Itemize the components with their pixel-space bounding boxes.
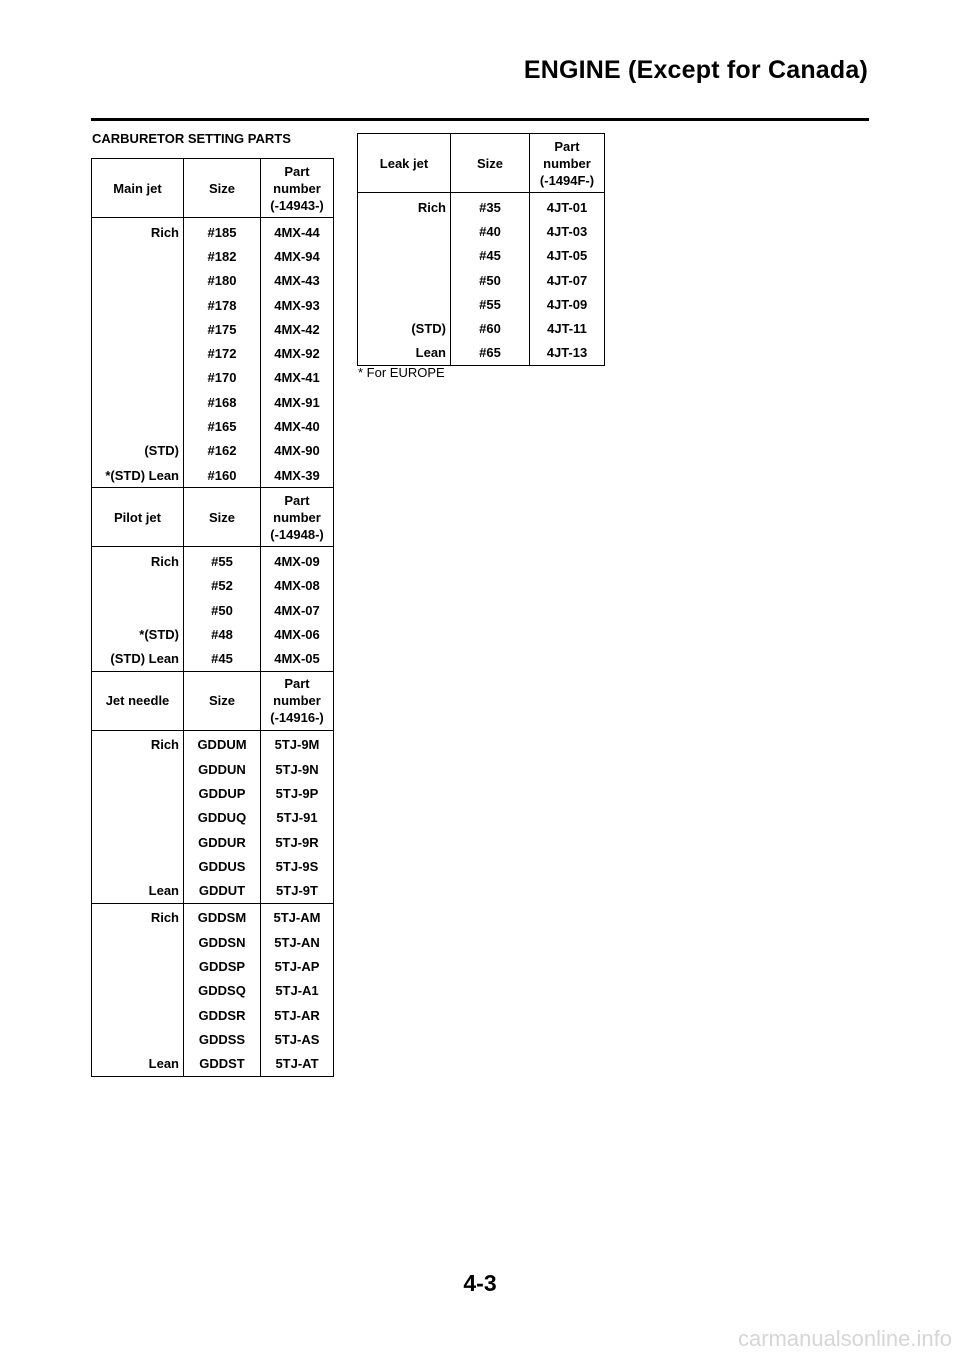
pilot-jet-section bbox=[92, 488, 334, 671]
part-number-cell: 5TJ-91 bbox=[261, 806, 334, 830]
table-row bbox=[92, 269, 334, 293]
section-title: CARBURETOR SETTING PARTS bbox=[92, 131, 291, 146]
size-cell: GDDST bbox=[184, 1052, 261, 1077]
column-header: Leak jet bbox=[358, 134, 451, 193]
part-number-cell: 4MX-41 bbox=[261, 366, 334, 390]
column-header: Part number (-14948-) bbox=[261, 488, 334, 547]
part-number-cell: 4MX-09 bbox=[261, 547, 334, 574]
setting-label-cell: Rich bbox=[92, 730, 184, 757]
part-number-cell: 4JT-09 bbox=[530, 292, 605, 316]
setting-label-cell: (STD) Lean bbox=[92, 646, 184, 671]
table-row bbox=[92, 463, 334, 488]
size-cell: #50 bbox=[451, 268, 530, 292]
setting-label-cell bbox=[358, 244, 451, 268]
size-cell: #55 bbox=[184, 547, 261, 574]
setting-label-cell bbox=[358, 219, 451, 243]
table-row bbox=[92, 341, 334, 365]
table-row bbox=[92, 1027, 334, 1051]
table-row bbox=[92, 806, 334, 830]
setting-label-cell bbox=[92, 317, 184, 341]
table-row bbox=[92, 244, 334, 268]
size-cell: #180 bbox=[184, 269, 261, 293]
table-row bbox=[92, 903, 334, 930]
size-cell: GDDSS bbox=[184, 1027, 261, 1051]
table-row bbox=[92, 730, 334, 757]
size-cell: #170 bbox=[184, 366, 261, 390]
size-cell: #172 bbox=[184, 341, 261, 365]
size-cell: GDDSQ bbox=[184, 979, 261, 1003]
part-number-cell: 5TJ-9R bbox=[261, 830, 334, 854]
table-row bbox=[92, 830, 334, 854]
page-number: 4-3 bbox=[463, 1270, 497, 1296]
setting-label-cell: Lean bbox=[92, 1052, 184, 1077]
setting-label-cell bbox=[92, 757, 184, 781]
column-header: Part number (-14916-) bbox=[261, 671, 334, 730]
setting-label-cell bbox=[358, 268, 451, 292]
table-header-row bbox=[358, 134, 605, 193]
setting-label-cell: *(STD) bbox=[92, 622, 184, 646]
size-cell: #175 bbox=[184, 317, 261, 341]
table-row bbox=[92, 930, 334, 954]
table-row bbox=[358, 341, 605, 366]
setting-label-cell bbox=[358, 292, 451, 316]
setting-label-cell bbox=[92, 414, 184, 438]
part-number-cell: 4MX-94 bbox=[261, 244, 334, 268]
setting-label-cell: Rich bbox=[92, 547, 184, 574]
table-row bbox=[358, 292, 605, 316]
part-number-cell: 4MX-92 bbox=[261, 341, 334, 365]
size-cell: GDDUP bbox=[184, 781, 261, 805]
size-cell: #60 bbox=[451, 316, 530, 340]
part-number-cell: 4MX-90 bbox=[261, 439, 334, 463]
size-cell: #45 bbox=[184, 646, 261, 671]
size-cell: GDDSR bbox=[184, 1003, 261, 1027]
size-cell: #168 bbox=[184, 390, 261, 414]
table-row bbox=[92, 1052, 334, 1077]
size-cell: #50 bbox=[184, 598, 261, 622]
part-number-cell: 5TJ-AT bbox=[261, 1052, 334, 1077]
table-row bbox=[92, 366, 334, 390]
table-row bbox=[92, 218, 334, 245]
part-number-cell: 4MX-43 bbox=[261, 269, 334, 293]
setting-label-cell: Lean bbox=[92, 879, 184, 904]
setting-label-cell: *(STD) Lean bbox=[92, 463, 184, 488]
column-header: Main jet bbox=[92, 159, 184, 218]
setting-label-cell: Lean bbox=[358, 341, 451, 366]
table-row bbox=[92, 622, 334, 646]
table-row bbox=[92, 781, 334, 805]
setting-label-cell bbox=[92, 930, 184, 954]
size-cell: GDDUM bbox=[184, 730, 261, 757]
part-number-cell: 4MX-40 bbox=[261, 414, 334, 438]
size-cell: GDDUS bbox=[184, 854, 261, 878]
part-number-cell: 4MX-91 bbox=[261, 390, 334, 414]
setting-label-cell bbox=[92, 244, 184, 268]
setting-label-cell bbox=[92, 954, 184, 978]
table-header-row bbox=[92, 671, 334, 730]
part-number-cell: 4JT-07 bbox=[530, 268, 605, 292]
table-row bbox=[92, 293, 334, 317]
table-row bbox=[92, 574, 334, 598]
setting-label-cell bbox=[92, 598, 184, 622]
size-cell: #40 bbox=[451, 219, 530, 243]
size-cell: GDDSM bbox=[184, 903, 261, 930]
size-cell: #55 bbox=[451, 292, 530, 316]
setting-label-cell bbox=[92, 574, 184, 598]
setting-label-cell bbox=[92, 979, 184, 1003]
column-header: Part number (-14943-) bbox=[261, 159, 334, 218]
setting-label-cell: Rich bbox=[92, 903, 184, 930]
table-row bbox=[92, 547, 334, 574]
setting-label-cell bbox=[92, 781, 184, 805]
size-cell: #162 bbox=[184, 439, 261, 463]
table-row bbox=[92, 1003, 334, 1027]
column-header: Pilot jet bbox=[92, 488, 184, 547]
part-number-cell: 5TJ-9M bbox=[261, 730, 334, 757]
column-header: Jet needle bbox=[92, 671, 184, 730]
table-row bbox=[92, 979, 334, 1003]
table-row bbox=[358, 244, 605, 268]
part-number-cell: 5TJ-9S bbox=[261, 854, 334, 878]
setting-label-cell bbox=[92, 1003, 184, 1027]
main-jet-section bbox=[92, 159, 334, 488]
part-number-cell: 4MX-06 bbox=[261, 622, 334, 646]
part-number-cell: 5TJ-AP bbox=[261, 954, 334, 978]
part-number-cell: 4MX-07 bbox=[261, 598, 334, 622]
size-cell: #178 bbox=[184, 293, 261, 317]
part-number-cell: 5TJ-AR bbox=[261, 1003, 334, 1027]
part-number-cell: 4JT-13 bbox=[530, 341, 605, 366]
table-row bbox=[92, 646, 334, 671]
size-cell: #160 bbox=[184, 463, 261, 488]
table-row bbox=[92, 757, 334, 781]
part-number-cell: 5TJ-9P bbox=[261, 781, 334, 805]
setting-label-cell bbox=[92, 366, 184, 390]
table-row bbox=[92, 954, 334, 978]
column-header: Size bbox=[451, 134, 530, 193]
setting-label-cell bbox=[92, 269, 184, 293]
footnote: * For EUROPE bbox=[358, 365, 445, 380]
part-number-cell: 5TJ-AM bbox=[261, 903, 334, 930]
header-divider bbox=[91, 118, 869, 121]
setting-label-cell bbox=[92, 341, 184, 365]
part-number-cell: 4MX-42 bbox=[261, 317, 334, 341]
size-cell: GDDUR bbox=[184, 830, 261, 854]
watermark-text: carmanualsonline.info bbox=[737, 1326, 952, 1351]
setting-label-cell: Rich bbox=[92, 218, 184, 245]
table-row bbox=[92, 879, 334, 904]
size-cell: #52 bbox=[184, 574, 261, 598]
column-header: Size bbox=[184, 671, 261, 730]
table-header-row bbox=[92, 159, 334, 218]
jet-needle-section bbox=[92, 671, 334, 1076]
setting-label-cell: (STD) bbox=[358, 316, 451, 340]
size-cell: #45 bbox=[451, 244, 530, 268]
column-header: Size bbox=[184, 488, 261, 547]
size-cell: GDDUQ bbox=[184, 806, 261, 830]
setting-label-cell bbox=[92, 854, 184, 878]
setting-label-cell bbox=[92, 1027, 184, 1051]
part-number-cell: 4JT-05 bbox=[530, 244, 605, 268]
setting-label-cell: Rich bbox=[358, 193, 451, 220]
table-row bbox=[358, 268, 605, 292]
size-cell: GDDSN bbox=[184, 930, 261, 954]
table-row bbox=[92, 317, 334, 341]
part-number-cell: 4JT-03 bbox=[530, 219, 605, 243]
column-header: Part number (-1494F-) bbox=[530, 134, 605, 193]
table-row bbox=[358, 316, 605, 340]
part-number-cell: 4JT-01 bbox=[530, 193, 605, 220]
table-row bbox=[358, 193, 605, 220]
table-row bbox=[358, 219, 605, 243]
part-number-cell: 5TJ-AS bbox=[261, 1027, 334, 1051]
setting-label-cell bbox=[92, 390, 184, 414]
size-cell: #48 bbox=[184, 622, 261, 646]
size-cell: #165 bbox=[184, 414, 261, 438]
part-number-cell: 4MX-44 bbox=[261, 218, 334, 245]
part-number-cell: 5TJ-9N bbox=[261, 757, 334, 781]
leak-jet-table bbox=[357, 133, 605, 366]
size-cell: GDDSP bbox=[184, 954, 261, 978]
size-cell: #185 bbox=[184, 218, 261, 245]
size-cell: GDDUN bbox=[184, 757, 261, 781]
size-cell: GDDUT bbox=[184, 879, 261, 904]
table-row bbox=[92, 598, 334, 622]
setting-label-cell bbox=[92, 806, 184, 830]
column-header: Size bbox=[184, 159, 261, 218]
page-header-title: ENGINE (Except for Canada) bbox=[523, 56, 868, 84]
table-row bbox=[92, 390, 334, 414]
carburetor-parts-table bbox=[91, 158, 334, 1077]
part-number-cell: 5TJ-AN bbox=[261, 930, 334, 954]
table-row bbox=[92, 439, 334, 463]
size-cell: #35 bbox=[451, 193, 530, 220]
part-number-cell: 4MX-08 bbox=[261, 574, 334, 598]
part-number-cell: 4MX-39 bbox=[261, 463, 334, 488]
part-number-cell: 5TJ-9T bbox=[261, 879, 334, 904]
table-row bbox=[92, 854, 334, 878]
part-number-cell: 5TJ-A1 bbox=[261, 979, 334, 1003]
part-number-cell: 4MX-93 bbox=[261, 293, 334, 317]
size-cell: #182 bbox=[184, 244, 261, 268]
table-row bbox=[92, 414, 334, 438]
setting-label-cell: (STD) bbox=[92, 439, 184, 463]
size-cell: #65 bbox=[451, 341, 530, 366]
part-number-cell: 4MX-05 bbox=[261, 646, 334, 671]
table-header-row bbox=[92, 488, 334, 547]
setting-label-cell bbox=[92, 293, 184, 317]
leak-jet-section bbox=[358, 134, 605, 366]
part-number-cell: 4JT-11 bbox=[530, 316, 605, 340]
setting-label-cell bbox=[92, 830, 184, 854]
